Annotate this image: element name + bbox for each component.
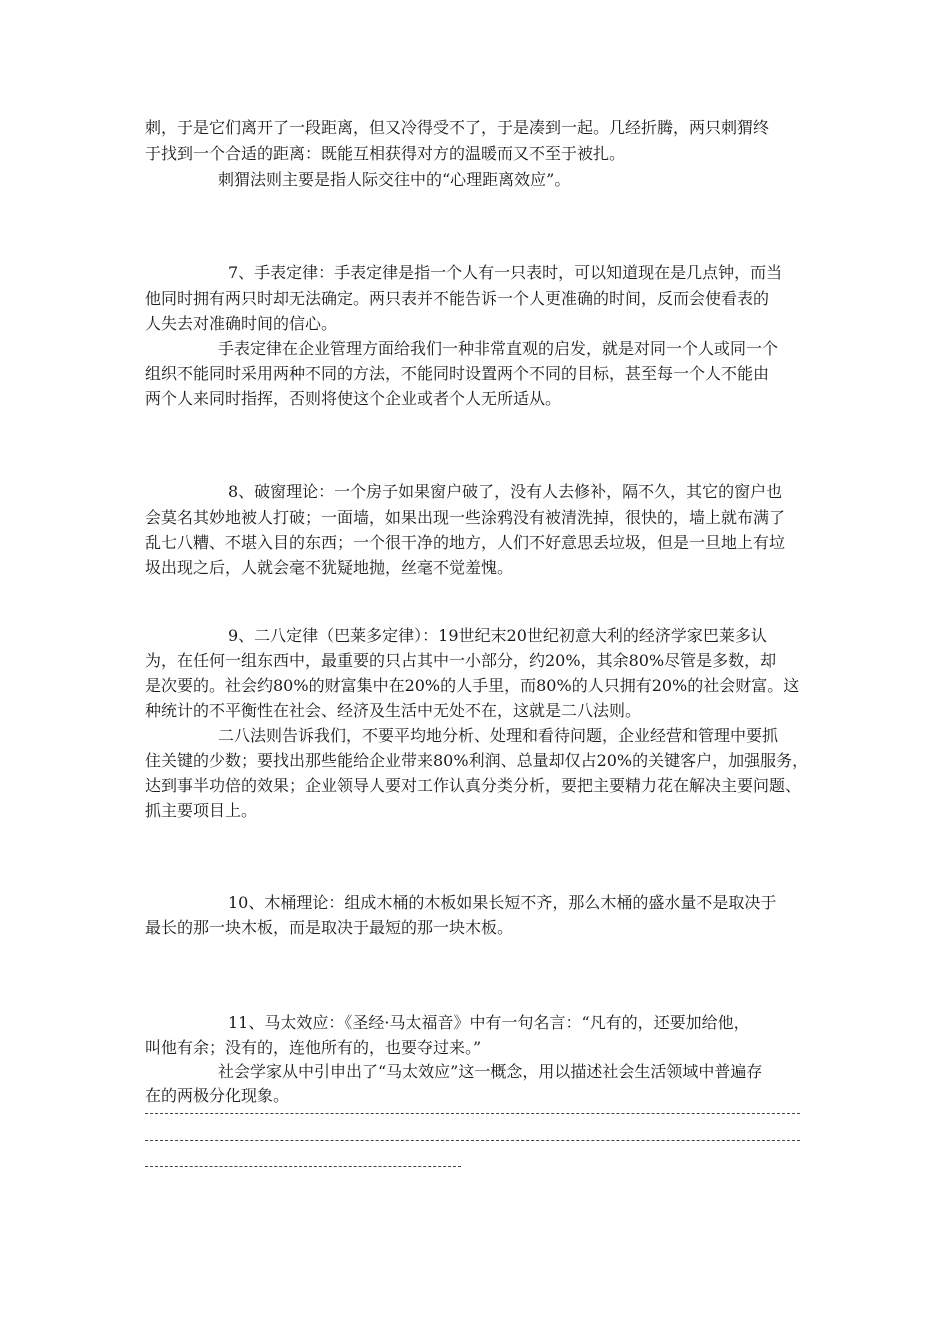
text-line: 是次要的。社会约80%的财富集中在20%的人手里，而80%的人只拥有20%的社会财富。这 — [145, 676, 800, 695]
text-line: 9、二八定律（巴莱多定律）：19世纪末20世纪初意大利的经济学家巴莱多认 — [228, 626, 767, 645]
text-line: 叫他有余；没有的，连他所有的，也要夺过来。” — [145, 1038, 482, 1057]
text-line: 为，在任何一组东西中，最重要的只占其中一小部分，约20%，其余80%尽管是多数，却 — [145, 651, 777, 670]
text-line: 最长的那一块木板，而是取决于最短的那一块木板。 — [145, 918, 514, 937]
text-line: 会莫名其妙地被人打破；一面墙，如果出现一些涂鸦没有被清洗掉，很快的，墙上就布满了 — [145, 508, 786, 527]
dashed-divider — [145, 1166, 461, 1167]
text-line: 组织不能同时采用两种不同的方法，不能同时设置两个不同的目标，甚至每一个人不能由 — [145, 364, 770, 383]
text-line: 于找到一个合适的距离：既能互相获得对方的温暖而又不至于被扎。 — [145, 144, 626, 163]
text-line: 两个人来同时指挥，否则将使这个企业或者个人无所适从。 — [145, 389, 562, 408]
text-line: 抓主要项目上。 — [145, 801, 258, 820]
text-line: 10、木桶理论：组成木桶的木板如果长短不齐，那么木桶的盛水量不是取决于 — [228, 893, 777, 912]
text-line: 二八法则告诉我们，不要平均地分析、处理和看待问题，企业经营和管理中要抓 — [218, 726, 779, 745]
text-line: 手表定律在企业管理方面给我们一种非常直观的启发，就是对同一个人或同一个 — [218, 339, 779, 358]
dashed-divider — [145, 1140, 800, 1141]
text-line: 8、破窗理论：一个房子如果窗户破了，没有人去修补，隔不久，其它的窗户也 — [228, 482, 783, 501]
text-line: 乱七八糟、不堪入目的东西；一个很干净的地方，人们不好意思丢垃圾，但是一旦地上有垃 — [145, 533, 786, 552]
text-line: 11、马太效应：《圣经·马太福音》中有一句名言：“凡有的，还要加给他， — [228, 1013, 750, 1032]
text-line: 刺猬法则主要是指人际交往中的“心理距离效应”。 — [218, 170, 571, 189]
text-line: 在的两极分化现象。 — [145, 1086, 290, 1105]
text-line: 人失去对准确时间的信心。 — [145, 314, 338, 333]
text-line: 7、手表定律：手表定律是指一个人有一只表时，可以知道现在是几点钟，而当 — [228, 263, 783, 282]
text-line: 他同时拥有两只时却无法确定。两只表并不能告诉一个人更准确的时间，反而会使看表的 — [145, 289, 770, 308]
text-line: 种统计的不平衡性在社会、经济及生活中无处不在，这就是二八法则。 — [145, 701, 642, 720]
dashed-divider — [145, 1113, 800, 1114]
text-line: 社会学家从中引申出了“马太效应”这一概念，用以描述社会生活领域中普遍存 — [218, 1062, 763, 1081]
text-line: 达到事半功倍的效果；企业领导人要对工作认真分类分析，要把主要精力花在解决主要问题、 — [145, 776, 802, 795]
text-line: 刺，于是它们离开了一段距离，但又冷得受不了，于是凑到一起。几经折腾，两只刺猬终 — [145, 118, 770, 137]
text-line: 住关键的少数；要找出那些能给企业带来80%利润、总量却仅占20%的关键客户，加强服务， — [145, 751, 809, 770]
text-line: 圾出现之后，人就会毫不犹疑地抛，丝毫不觉羞愧。 — [145, 558, 514, 577]
